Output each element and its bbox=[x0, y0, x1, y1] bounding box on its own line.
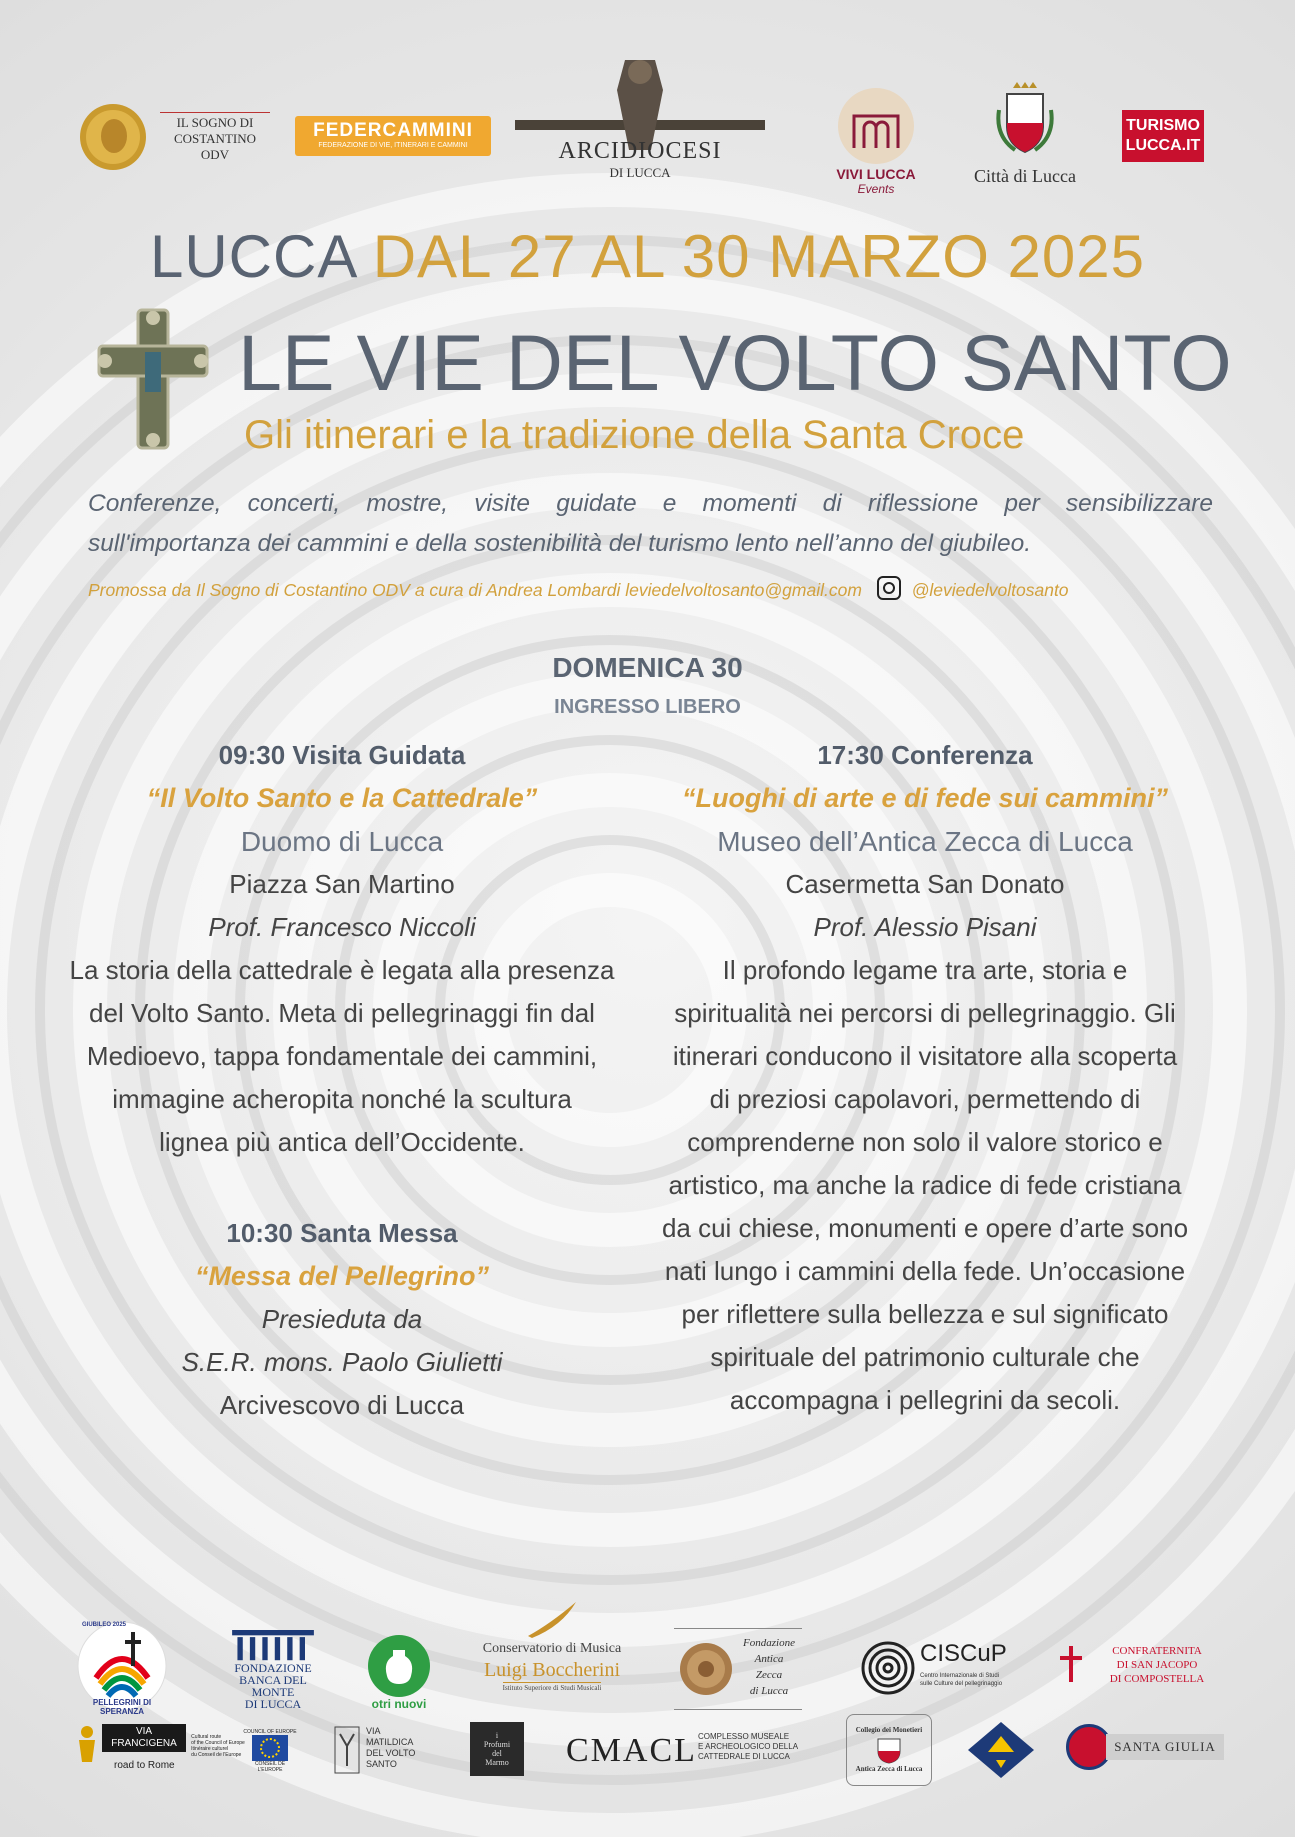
event-desc-line: nati lungo i cammini della fede. Un’occasione bbox=[664, 1256, 1186, 1286]
council-line-4: du Conseil de l'Europe bbox=[191, 1752, 242, 1758]
event-desc-line: La storia della cattedrale è legata alla presenza bbox=[69, 955, 615, 985]
event-presider: S.E.R. mons. Paolo Giulietti bbox=[181, 1347, 503, 1377]
eu-stars-icon bbox=[252, 1735, 288, 1761]
instagram-handle[interactable]: @leviedelvoltosanto bbox=[911, 580, 1069, 600]
sogno-label: IL SOGNO DI COSTANTINO ODV bbox=[160, 112, 270, 163]
vivilucca-label: VIVI LUCCA bbox=[836, 166, 916, 182]
council-line-3: Itinéraire culturel bbox=[191, 1746, 229, 1752]
logo-cultural-route bbox=[188, 1726, 248, 1766]
event-desc-line: Medioevo, tappa fondamentale dei cammini, bbox=[86, 1041, 598, 1071]
event-heading: 17:30 Conferenza bbox=[817, 740, 1033, 770]
event-title: “Messa del Pellegrino” bbox=[194, 1261, 490, 1291]
event-heading: 09:30 Visita Guidata bbox=[218, 740, 466, 770]
event-desc-line: accompagna i pellegrini da secoli. bbox=[729, 1385, 1121, 1415]
conservatorio-line-2: Luigi Boccherini bbox=[483, 1658, 621, 1681]
date-heading bbox=[0, 222, 1295, 292]
conservatorio-line-1: Conservatorio di Musica bbox=[482, 1640, 622, 1656]
matildica-icon bbox=[334, 1726, 360, 1774]
quill-icon bbox=[522, 1600, 582, 1640]
event-desc-line: da cui chiese, monumenti e opere d’arte sono bbox=[661, 1213, 1189, 1243]
ciscup-sub-2: sulle Culture del pellegrinaggio bbox=[920, 1681, 1003, 1687]
event-heading: 10:30 Santa Messa bbox=[226, 1218, 458, 1248]
matildica-line-1: VIA bbox=[366, 1726, 381, 1736]
matildica-line-3: DEL VOLTO bbox=[366, 1748, 416, 1758]
cmacl-line-2: E ARCHEOLOGICO DELLA bbox=[698, 1742, 799, 1751]
fondazione-line-1: FONDAZIONE bbox=[234, 1661, 312, 1675]
logo-via-francigena bbox=[74, 1722, 186, 1778]
council-line-2: of the Council of Europe bbox=[191, 1740, 245, 1746]
logo-arcidiocesi bbox=[505, 50, 775, 180]
logo-council-of-europe bbox=[242, 1724, 298, 1778]
giubileo-bottom-label: PELLEGRINI DI SPERANZA bbox=[92, 1698, 152, 1716]
logo-vivi-lucca bbox=[830, 86, 922, 196]
profumi-line-3: del bbox=[492, 1749, 502, 1758]
event-desc-line: Il profondo legame tra arte, storia e bbox=[722, 955, 1128, 985]
logo-via-matildica bbox=[334, 1722, 430, 1778]
city-name: LUCCA bbox=[149, 223, 356, 290]
matildica-line-2: MATILDICA bbox=[366, 1737, 414, 1747]
labyrinth-icon bbox=[860, 1640, 916, 1696]
event-desc-line: immagine acheropita nonché la scultura bbox=[112, 1084, 572, 1114]
logo-sogno-di-costantino bbox=[78, 100, 272, 174]
logo-confraternita bbox=[1058, 1642, 1226, 1690]
cross-icon bbox=[95, 306, 211, 452]
event-desc-line: comprenderne non solo il valore storico e bbox=[687, 1127, 1163, 1157]
coe-line-2: CONSEIL DE L'EUROPE bbox=[254, 1761, 286, 1773]
intro-text bbox=[88, 484, 1213, 564]
logo-giubileo bbox=[76, 1620, 168, 1716]
logo-cmacl bbox=[566, 1728, 802, 1774]
event-presider-role: Arcivescovo di Lucca bbox=[219, 1390, 465, 1420]
turismo-label: TURISMO bbox=[1126, 117, 1200, 134]
event-desc-line: itinerari conducono il visitatore alla scoperta bbox=[672, 1041, 1178, 1071]
otri-icon bbox=[368, 1635, 430, 1697]
event-desc-line: artistico, ma anche la radice di fede cristiana bbox=[668, 1170, 1182, 1200]
profumi-line-2: Profumi bbox=[483, 1740, 511, 1749]
intro-line-2: sull'importanza dei cammini e della sostenibilità del turismo lento nell’anno del giubileo. bbox=[88, 530, 1031, 557]
coe-line-1: COUNCIL OF EUROPE bbox=[243, 1729, 297, 1735]
profumi-line-4: Marmo bbox=[485, 1758, 509, 1767]
event-desc-line: per riflettere sulla bellezza e sul significato bbox=[681, 1299, 1169, 1329]
logo-fondazione-zecca bbox=[674, 1628, 802, 1710]
fondazione-line-2: BANCA DEL MONTE bbox=[239, 1673, 307, 1699]
logo-turismo-lucca bbox=[1122, 110, 1204, 162]
event-speaker: Prof. Alessio Pisani bbox=[813, 912, 1037, 942]
confraternita-line-1: CONFRATERNITA bbox=[1112, 1645, 1202, 1657]
logo-profumi-del-marmo bbox=[470, 1722, 524, 1776]
coat-of-arms-icon bbox=[874, 1735, 904, 1765]
pilgrim-icon bbox=[74, 1724, 100, 1764]
event-desc-line: spirituale del patrimonio culturale che bbox=[710, 1342, 1140, 1372]
council-line-1: Cultural route bbox=[191, 1734, 222, 1740]
coin-icon bbox=[78, 102, 148, 172]
santagiulia-label: SANTA GIULIA bbox=[1106, 1734, 1224, 1760]
cmacl-line-1: COMPLESSO MUSEALE bbox=[698, 1732, 790, 1741]
event-address: Casermetta San Donato bbox=[785, 869, 1065, 899]
event-title: “Il Volto Santo e la Cattedrale” bbox=[146, 783, 538, 813]
giubileo-top-label: GIUBILEO 2025 bbox=[82, 1622, 127, 1628]
monetieri-line-2: Antica Zecca di Lucca bbox=[855, 1765, 923, 1773]
event-address: Piazza San Martino bbox=[229, 869, 455, 899]
entry-note: INGRESSO LIBERO bbox=[554, 696, 741, 718]
logo-conservatorio bbox=[462, 1594, 642, 1698]
francigena-line-3: road to Rome bbox=[114, 1760, 175, 1771]
event-presider-label: Presieduta da bbox=[261, 1304, 423, 1334]
logo-collegio-monetieri bbox=[846, 1714, 932, 1786]
confraternita-line-2: DI SAN JACOPO bbox=[1116, 1659, 1198, 1671]
scallop-shell-icon bbox=[966, 1720, 1036, 1780]
event-conferenza bbox=[640, 734, 1210, 1422]
francigena-line-1: VIA bbox=[135, 1726, 153, 1737]
logo-santa-giulia bbox=[1066, 1722, 1224, 1772]
subtitle: Gli itinerari e la tradizione della Santa Croce bbox=[244, 413, 1025, 457]
logo-fondazione-bml bbox=[220, 1630, 326, 1710]
logo-camino-shell bbox=[966, 1720, 1036, 1780]
ciscup-sub-1: Centro Internazionale di Studi bbox=[920, 1673, 1000, 1679]
matildica-line-4: SANTO bbox=[366, 1759, 397, 1769]
monetieri-line-1: Collegio dei Monetieri bbox=[855, 1726, 923, 1734]
conservatorio-line-3: Istituto Superiore di Studi Musicali bbox=[502, 1683, 602, 1692]
logo-ciscup bbox=[858, 1636, 1008, 1700]
zecca-line-3: Zecca bbox=[755, 1669, 783, 1681]
logo-citta-di-lucca bbox=[955, 80, 1095, 192]
zecca-line-1: Fondazione bbox=[743, 1637, 795, 1649]
event-venue: Duomo di Lucca bbox=[240, 826, 444, 857]
instagram-icon[interactable] bbox=[877, 576, 901, 600]
arcidiocesi-sub: DI LUCCA bbox=[609, 165, 671, 180]
event-speaker: Prof. Francesco Niccoli bbox=[208, 912, 476, 942]
intro-line-1: Conferenze, concerti, mostre, visite guidate e momenti di riflessione per sensibilizzare bbox=[88, 490, 1213, 517]
event-desc-line: di preziosi capolavori, permettendo di bbox=[709, 1084, 1141, 1114]
event-title: “Luoghi di arte e di fede sui cammini” bbox=[681, 783, 1169, 813]
cmacl-line-3: CATTEDRALE DI LUCCA bbox=[698, 1752, 790, 1761]
event-desc-line: del Volto Santo. Meta di pellegrinaggi fin dal bbox=[89, 998, 595, 1028]
cmacl-label: CMACL bbox=[566, 1732, 697, 1769]
ciscup-label: CISCuP bbox=[920, 1640, 1007, 1667]
colonnade-icon bbox=[227, 1630, 319, 1662]
fondazione-line-3: DI LUCCA bbox=[244, 1697, 302, 1711]
arch-icon bbox=[836, 86, 916, 166]
shield-icon bbox=[985, 80, 1065, 160]
day-title: DOMENICA 30 bbox=[552, 652, 743, 683]
event-venue: Museo dell’Antica Zecca di Lucca bbox=[717, 826, 1133, 857]
confraternita-line-3: DI COMPOSTELLA bbox=[1109, 1673, 1205, 1685]
vivilucca-sub: Events bbox=[857, 182, 895, 196]
event-santa-messa bbox=[62, 1212, 622, 1427]
federcammini-label: FEDERCAMMINI bbox=[313, 120, 473, 141]
zecca-line-2: Antica bbox=[754, 1653, 784, 1665]
event-desc-line: lignea più antica dell’Occidente. bbox=[159, 1127, 525, 1157]
logo-federcammini bbox=[295, 116, 491, 156]
zecca-line-4: di Lucca bbox=[749, 1685, 789, 1697]
event-visita-guidata bbox=[62, 734, 622, 1164]
logo-otri-nuovi bbox=[366, 1632, 432, 1714]
turismo-sub: LUCCA.IT bbox=[1125, 137, 1201, 154]
francigena-line-2: FRANCIGENA bbox=[111, 1738, 177, 1749]
santiago-cross-icon bbox=[1058, 1644, 1084, 1684]
citta-label: Città di Lucca bbox=[974, 166, 1076, 186]
promo-text: Promossa da Il Sogno di Costantino ODV a cura di Andrea Lombardi leviedelvoltosanto@gmail.com bbox=[88, 580, 862, 600]
arcidiocesi-label: ARCIDIOCESI bbox=[558, 138, 722, 164]
federcammini-sub: FEDERAZIONE DI VIE, ITINERARI E CAMMINI bbox=[318, 142, 468, 149]
coin-icon bbox=[678, 1641, 734, 1697]
otri-label: otri nuovi bbox=[371, 1697, 427, 1711]
event-dates: DAL 27 AL 30 MARZO 2025 bbox=[372, 223, 1146, 290]
profumi-line-1: i bbox=[495, 1731, 499, 1740]
event-desc-line: spiritualità nei percorsi di pellegrinaggio. Gli bbox=[674, 998, 1176, 1028]
main-title: LE VIE DEL VOLTO SANTO bbox=[238, 318, 1232, 407]
promo-line bbox=[88, 576, 1218, 604]
